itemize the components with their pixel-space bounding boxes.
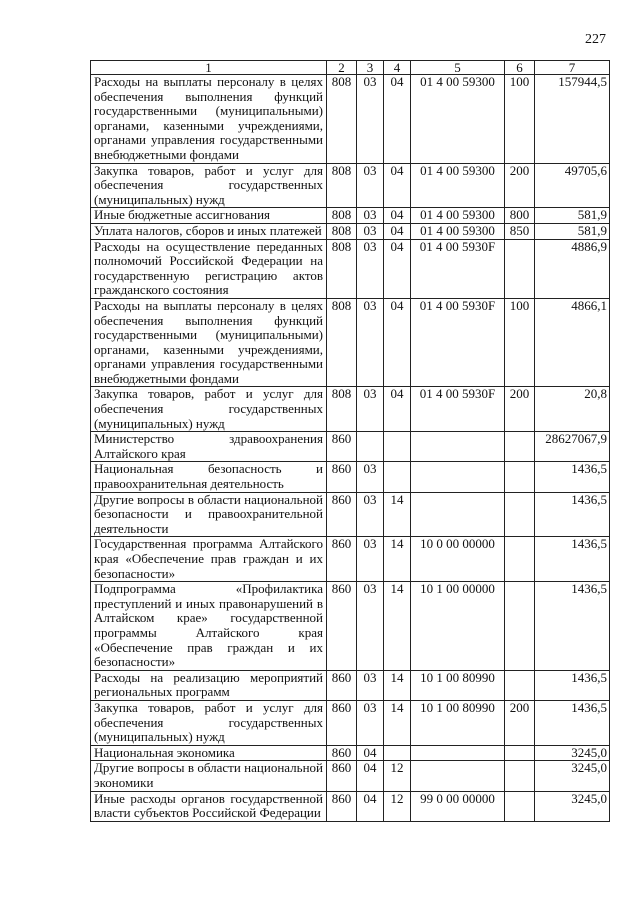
table-row [91,700,610,745]
row-sum: 581,9 [535,223,610,239]
row-grbs: 860 [327,582,357,671]
table-row [91,582,610,671]
row-name: Расходы на реализацию мероприятий региональных программ [91,670,327,700]
row-sum: 4886,9 [535,239,610,298]
row-csr: 10 0 00 00000 [411,537,505,582]
row-sum: 3245,0 [535,761,610,791]
row-rz: 03 [357,462,384,492]
row-rz: 04 [357,761,384,791]
row-name: Государственная программа Алтайского края «Обеспечение прав граждан и их безопасности» [91,537,327,582]
row-vr [505,239,535,298]
row-csr [411,761,505,791]
table-row [91,208,610,224]
table-row [91,239,610,298]
row-sum: 1436,5 [535,700,610,745]
row-rz [357,432,384,462]
row-csr: 01 4 00 59300 [411,75,505,164]
row-name: Другие вопросы в области национальной экономики [91,761,327,791]
table-row [91,432,610,462]
row-grbs: 808 [327,163,357,208]
row-vr [505,745,535,761]
row-vr: 200 [505,163,535,208]
row-csr: 01 4 00 5930F [411,239,505,298]
row-vr [505,791,535,821]
row-name: Закупка товаров, работ и услуг для обеспечения государственных (муниципальных) нужд [91,163,327,208]
row-pr: 14 [384,492,411,537]
row-sum: 1436,5 [535,537,610,582]
row-grbs: 860 [327,492,357,537]
row-sum: 1436,5 [535,492,610,537]
row-vr [505,670,535,700]
row-pr: 14 [384,537,411,582]
row-vr: 200 [505,700,535,745]
table-row [91,492,610,537]
row-csr: 01 4 00 5930F [411,298,505,387]
row-grbs: 860 [327,700,357,745]
row-csr [411,492,505,537]
row-csr: 10 1 00 00000 [411,582,505,671]
row-pr: 14 [384,670,411,700]
row-sum: 3245,0 [535,791,610,821]
table-row [91,387,610,432]
row-name: Расходы на выплаты персоналу в целях обеспечения выполнения функций государственными (муниципальными) органами, казенными учреждениями, органами управления государственными внебюджетными фондами [91,298,327,387]
row-vr: 100 [505,298,535,387]
row-vr: 850 [505,223,535,239]
row-grbs: 808 [327,387,357,432]
row-vr: 200 [505,387,535,432]
row-name: Расходы на выплаты персоналу в целях обеспечения выполнения функций государственными (муниципальными) органами, казенными учреждениями, органами управления государственными внебюджетными фондами [91,75,327,164]
row-sum: 28627067,9 [535,432,610,462]
row-rz: 03 [357,223,384,239]
row-rz: 03 [357,670,384,700]
row-pr: 04 [384,208,411,224]
row-csr: 01 4 00 59300 [411,163,505,208]
row-csr: 99 0 00 00000 [411,791,505,821]
row-pr [384,432,411,462]
row-rz: 03 [357,298,384,387]
row-grbs: 860 [327,537,357,582]
row-grbs: 808 [327,75,357,164]
header-col-6: 6 [505,61,535,75]
row-rz: 03 [357,387,384,432]
row-sum: 4866,1 [535,298,610,387]
row-sum: 1436,5 [535,462,610,492]
row-grbs: 808 [327,239,357,298]
row-pr: 04 [384,239,411,298]
row-name: Уплата налогов, сборов и иных платежей [91,223,327,239]
row-vr [505,537,535,582]
row-rz: 03 [357,208,384,224]
header-col-4: 4 [384,61,411,75]
budget-table [90,60,610,822]
row-grbs: 860 [327,745,357,761]
row-rz: 04 [357,791,384,821]
row-vr [505,462,535,492]
row-csr: 01 4 00 5930F [411,387,505,432]
row-pr [384,462,411,492]
table-row [91,537,610,582]
row-vr: 800 [505,208,535,224]
header-col-1: 1 [91,61,327,75]
row-pr: 04 [384,387,411,432]
row-vr [505,492,535,537]
table-row [91,745,610,761]
table-row [91,761,610,791]
row-sum: 581,9 [535,208,610,224]
row-pr [384,745,411,761]
row-sum: 49705,6 [535,163,610,208]
row-pr: 04 [384,75,411,164]
row-sum: 1436,5 [535,582,610,671]
table-row [91,75,610,164]
row-rz: 03 [357,492,384,537]
row-rz: 03 [357,75,384,164]
row-grbs: 860 [327,761,357,791]
row-pr: 14 [384,700,411,745]
row-vr [505,761,535,791]
row-sum: 3245,0 [535,745,610,761]
row-grbs: 860 [327,791,357,821]
row-name: Другие вопросы в области национальной безопасности и правоохранительной деятельности [91,492,327,537]
row-grbs: 860 [327,432,357,462]
table-row [91,223,610,239]
row-grbs: 808 [327,208,357,224]
row-csr: 01 4 00 59300 [411,223,505,239]
row-grbs: 860 [327,462,357,492]
row-name: Закупка товаров, работ и услуг для обеспечения государственных (муниципальных) нужд [91,387,327,432]
row-sum: 157944,5 [535,75,610,164]
row-sum: 20,8 [535,387,610,432]
row-grbs: 808 [327,223,357,239]
row-csr: 10 1 00 80990 [411,670,505,700]
header-col-5: 5 [411,61,505,75]
header-col-3: 3 [357,61,384,75]
row-name: Подпрограмма «Профилактика преступлений и иных правонарушений в Алтайском крае» государственной программы Алтайского края «Обеспечение прав граждан и их безопасности» [91,582,327,671]
row-name: Национальная безопасность и правоохранительная деятельность [91,462,327,492]
table-row [91,462,610,492]
header-col-2: 2 [327,61,357,75]
row-sum: 1436,5 [535,670,610,700]
page-number: 227 [585,32,606,47]
row-vr [505,432,535,462]
row-csr: 01 4 00 59300 [411,208,505,224]
row-rz: 03 [357,239,384,298]
row-pr: 14 [384,582,411,671]
table-header [91,61,610,75]
row-name: Национальная экономика [91,745,327,761]
table-row [91,298,610,387]
row-pr: 04 [384,223,411,239]
row-name: Иные расходы органов государственной власти субъектов Российской Федерации [91,791,327,821]
row-vr: 100 [505,75,535,164]
row-pr: 04 [384,163,411,208]
row-pr: 04 [384,298,411,387]
table-row [91,670,610,700]
row-pr: 12 [384,761,411,791]
row-rz: 03 [357,582,384,671]
row-grbs: 860 [327,670,357,700]
row-name: Иные бюджетные ассигнования [91,208,327,224]
table-row [91,163,610,208]
row-rz: 03 [357,537,384,582]
row-rz: 03 [357,163,384,208]
row-grbs: 808 [327,298,357,387]
table-row [91,791,610,821]
row-name: Расходы на осуществление переданных полномочий Российской Федерации на государственную регистрацию актов гражданского состояния [91,239,327,298]
row-csr [411,745,505,761]
row-vr [505,582,535,671]
row-name: Закупка товаров, работ и услуг для обеспечения государственных (муниципальных) нужд [91,700,327,745]
row-csr [411,462,505,492]
row-rz: 04 [357,745,384,761]
row-pr: 12 [384,791,411,821]
row-rz: 03 [357,700,384,745]
row-csr: 10 1 00 80990 [411,700,505,745]
row-csr [411,432,505,462]
table-body [91,75,610,822]
header-col-7: 7 [535,61,610,75]
row-name: Министерство здравоохранения Алтайского края [91,432,327,462]
